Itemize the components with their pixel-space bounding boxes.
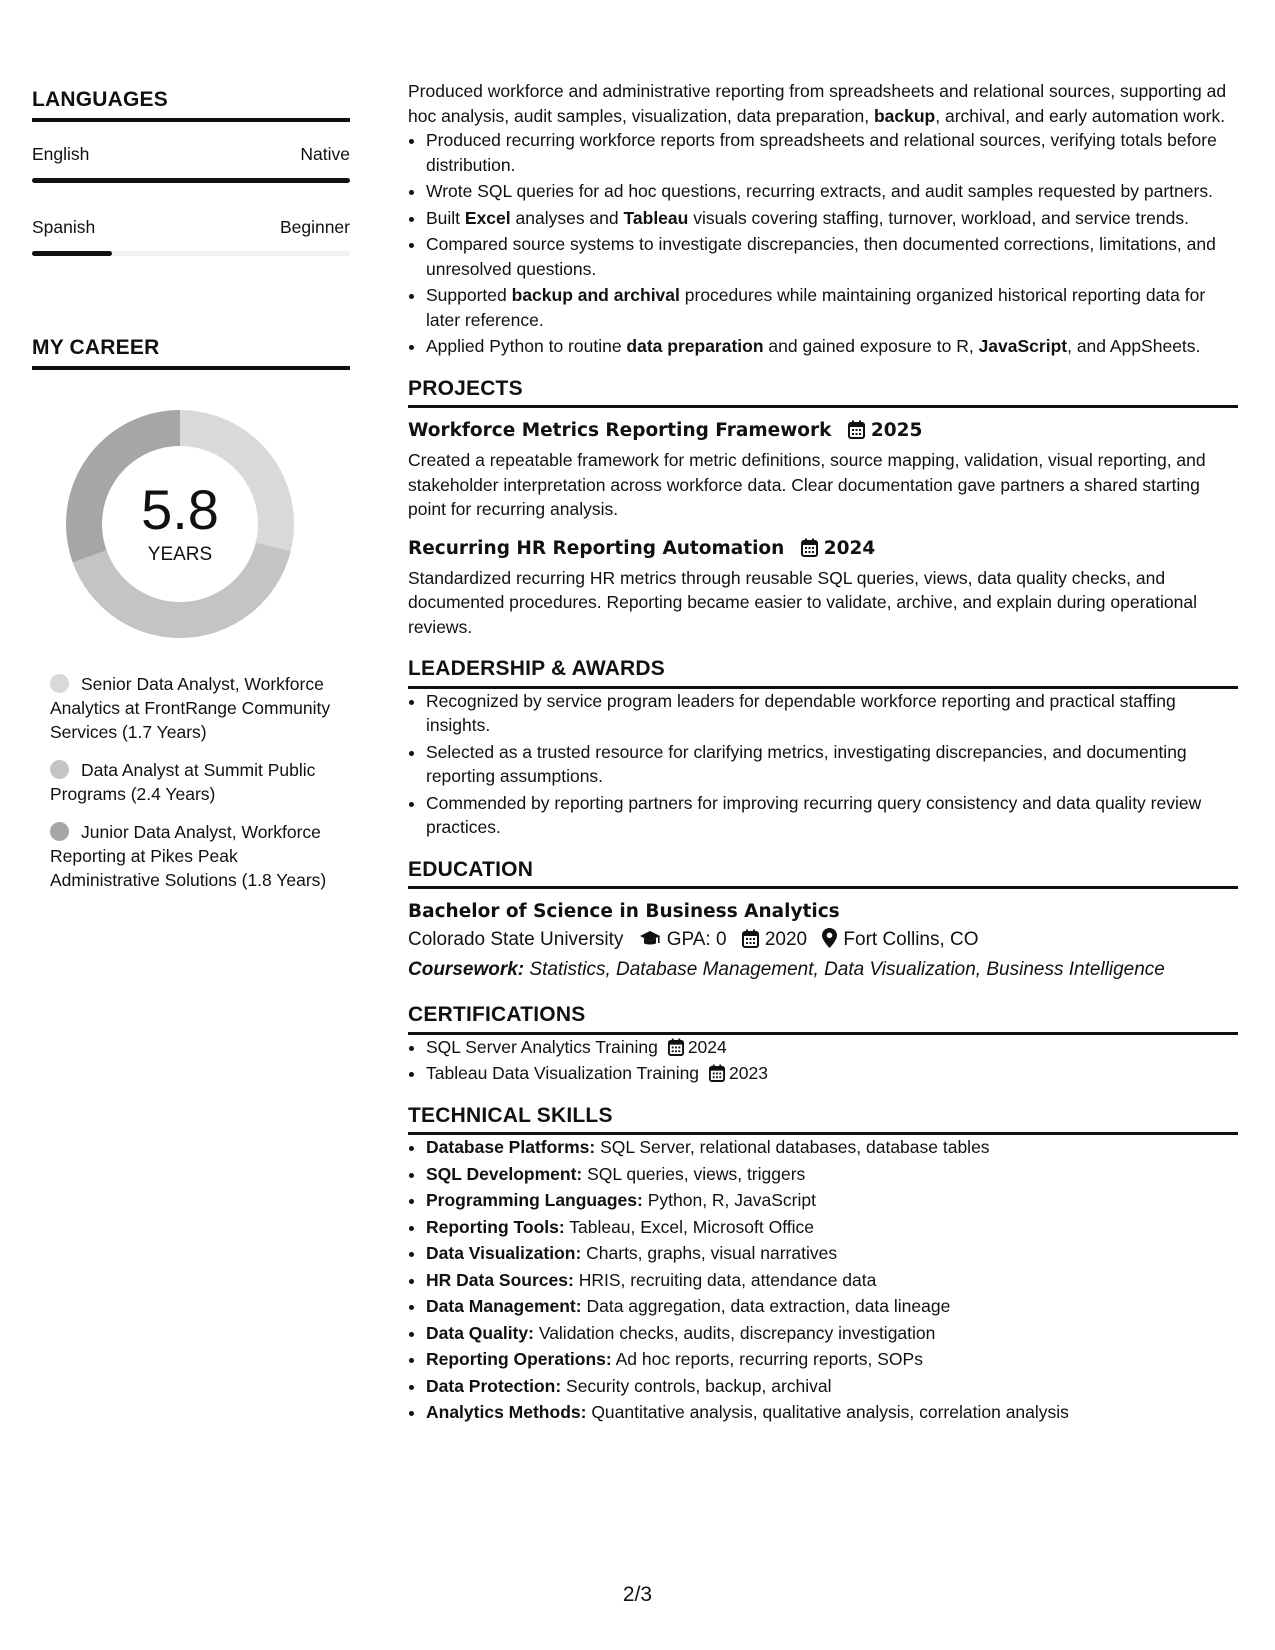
certification-name: SQL Server Analytics Training (426, 1036, 658, 1057)
bullet-text: Supported (426, 285, 512, 305)
experience-bullet: • Produced recurring workforce reports from spreadsheets and relational sources, verifying totals before distribution. (426, 128, 1238, 177)
skill-label: Data Protection: (426, 1375, 562, 1396)
language-name: Spanish (32, 217, 96, 237)
page-number: 2/3 (622, 1583, 653, 1606)
project-title: Workforce Metrics Reporting Framework (408, 420, 832, 441)
skill-value: Charts, graphs, visual narratives (581, 1243, 838, 1263)
language-level: Beginner (279, 217, 350, 237)
legend-dot-icon (50, 760, 69, 779)
calendar-icon (801, 538, 818, 557)
language-name: English (32, 144, 90, 164)
education-section (408, 899, 1238, 985)
legend-dot-icon (50, 674, 69, 693)
coursework-label: Coursework: (408, 959, 525, 980)
skill-label: HR Data Sources: (426, 1269, 574, 1290)
certification-name: Tableau Data Visualization Training (426, 1063, 700, 1083)
certification-item (426, 1035, 1238, 1060)
career-legend-label: Data Analyst at Summit Public Programs (2.4 Years) (50, 760, 316, 804)
language-level: Native (300, 144, 350, 164)
education-details (408, 925, 1238, 955)
bullet-bold: Excel (464, 207, 511, 228)
experience-bullet: • Compared source systems to investigate discrepancies, then documented corrections, limitations, and unresolved questions. (426, 232, 1238, 281)
skill-label: SQL Development: (426, 1163, 583, 1184)
project-item (408, 418, 1238, 522)
skill-value: Data aggregation, data extraction, data lineage (581, 1296, 951, 1316)
leadership-item: • Recognized by service program leaders for dependable workforce reporting and practical staffing insights. (426, 689, 1238, 738)
skill-label: Data Management: (426, 1296, 582, 1316)
summary-text: Produced workforce and administrative reporting from spreadsheets and relational sources, supporting ad hoc analysis, audit samples, visualization, data preparation, (408, 81, 1227, 126)
skill-label: Analytics Methods: (426, 1402, 587, 1422)
leadership-item: • Commended by reporting partners for improving recurring query consistency and data quality review practices. (426, 791, 1238, 840)
skill-label: Reporting Operations: (426, 1349, 612, 1369)
skill-item (426, 1321, 1238, 1346)
career-donut-chart (66, 410, 294, 638)
skills-list (408, 1135, 1238, 1425)
skill-label: Database Platforms: (426, 1137, 596, 1157)
language-bar-fill (32, 178, 350, 183)
skill-item (426, 1268, 1238, 1293)
skill-item (426, 1188, 1238, 1213)
location-pin-icon (822, 928, 837, 948)
project-year: 2024 (823, 537, 876, 559)
bullet-bold: backup and archival (511, 285, 680, 305)
skill-value: Tableau, Excel, Microsoft Office (564, 1216, 815, 1237)
leadership-item: • Selected as a trusted resource for clarifying metrics, investigating discrepancies, and documenting reporting assumptions. (426, 740, 1238, 789)
experience-bullets (408, 128, 1238, 359)
certifications-list (408, 1035, 1238, 1086)
bullet-bold: data preparation (626, 336, 764, 356)
career-legend-item (50, 672, 340, 744)
bullet-text: and gained exposure to R, (763, 336, 979, 356)
skill-value: Quantitative analysis, qualitative analysis, correlation analysis (586, 1402, 1069, 1422)
career-total-unit: YEARS (147, 544, 213, 565)
career-legend (50, 672, 340, 892)
skill-label: Data Visualization: (426, 1243, 582, 1263)
skill-label: Programming Languages: (426, 1190, 643, 1210)
calendar-icon (668, 1038, 684, 1056)
languages-heading: LANGUAGES (32, 88, 350, 122)
skill-item (426, 1241, 1238, 1266)
project-description: Standardized recurring HR metrics through reusable SQL queries, views, data quality checks, and documented procedures. Reporting became easier to validate, archive, and explain during operational reviews. (408, 567, 1197, 637)
calendar-icon (742, 929, 759, 948)
language-bar (32, 178, 350, 183)
education-school: Colorado State University (408, 929, 624, 950)
coursework-list: Statistics, Database Management, Data Visualization, Business Intelligence (524, 959, 1165, 980)
career-legend-label: Senior Data Analyst, Workforce Analytics at FrontRange Community Services (1.7 Years) (50, 674, 331, 742)
leadership-heading: LEADERSHIP & AWARDS (408, 657, 1238, 689)
skill-item (426, 1347, 1238, 1372)
bullet-text: Applied Python to routine (426, 336, 627, 356)
calendar-icon (709, 1064, 725, 1082)
education-gpa: GPA: 0 (666, 929, 727, 950)
bullet-text: Built (426, 207, 465, 228)
skill-item (426, 1400, 1238, 1425)
skill-value: Validation checks, audits, discrepancy investigation (533, 1322, 936, 1343)
experience-summary (408, 79, 1238, 128)
skill-item (426, 1135, 1238, 1160)
skill-label: Reporting Tools: (426, 1216, 565, 1237)
project-description: Created a repeatable framework for metric definitions, source mapping, validation, visual reporting, and stakeholder interpretation across workforce data. Clear documentation gave partners a shared starting point for recurring analysis. (408, 450, 1206, 519)
experience-bullet (426, 206, 1238, 231)
language-bar-fill (32, 251, 112, 256)
skill-value: Security controls, backup, archival (561, 1375, 832, 1396)
skill-item (426, 1374, 1238, 1399)
career-heading: MY CAREER (32, 336, 350, 370)
experience-bullet (426, 283, 1238, 332)
language-spanish (32, 217, 350, 256)
bullet-text: , and AppSheets. (1067, 336, 1201, 356)
education-coursework (408, 955, 1238, 985)
experience-bullet (426, 334, 1238, 359)
project-item (408, 536, 1238, 640)
bullet-bold: Tableau (623, 207, 689, 228)
skill-item (426, 1215, 1238, 1240)
graduation-cap-icon (639, 930, 661, 948)
leadership-list (408, 689, 1238, 840)
career-total-years: 5.8 (141, 478, 219, 541)
skills-heading: TECHNICAL SKILLS (408, 1104, 1238, 1136)
skill-value: HRIS, recruiting data, attendance data (573, 1269, 877, 1290)
projects-heading: PROJECTS (408, 377, 1238, 409)
summary-bold: backup (873, 105, 936, 126)
project-year: 2025 (870, 420, 923, 441)
language-english (32, 144, 350, 183)
experience-bullet: • Wrote SQL queries for ad hoc questions, recurring extracts, and audit samples requested by partners. (426, 179, 1238, 204)
project-title: Recurring HR Reporting Automation (408, 537, 785, 559)
career-legend-item (50, 820, 340, 892)
projects-section (408, 418, 1238, 639)
bullet-text: analyses and (510, 207, 624, 228)
skill-value: SQL queries, views, triggers (582, 1163, 806, 1184)
certification-item (426, 1061, 1238, 1086)
skill-value: Ad hoc reports, recurring reports, SOPs (611, 1349, 923, 1369)
main-column (408, 79, 1238, 1427)
skill-value: SQL Server, relational databases, database tables (595, 1137, 990, 1157)
legend-dot-icon (50, 822, 69, 841)
bullet-bold: JavaScript (978, 336, 1068, 356)
education-location: Fort Collins, CO (843, 929, 979, 950)
certifications-heading: CERTIFICATIONS (408, 1003, 1238, 1035)
skill-value: Python, R, JavaScript (642, 1190, 816, 1210)
calendar-icon (848, 420, 865, 439)
certification-year: 2024 (687, 1036, 727, 1057)
bullet-text: procedures while maintaining organized historical reporting data for later reference. (426, 285, 1206, 330)
education-heading: EDUCATION (408, 858, 1238, 890)
education-degree: Bachelor of Science in Business Analytics (408, 901, 840, 922)
certification-year: 2023 (729, 1063, 768, 1083)
career-legend-label: Junior Data Analyst, Workforce Reporting at Pikes Peak Administrative Solutions (1.8 Years) (50, 822, 327, 890)
bullet-text: visuals covering staffing, turnover, workload, and service trends. (688, 207, 1189, 228)
skill-item (426, 1162, 1238, 1187)
language-bar (32, 251, 350, 256)
career-legend-item (50, 758, 340, 806)
education-year: 2020 (764, 929, 808, 950)
skill-item (426, 1294, 1238, 1319)
skill-label: Data Quality: (426, 1322, 534, 1343)
sidebar (32, 88, 350, 906)
summary-text: , archival, and early automation work. (935, 105, 1226, 126)
